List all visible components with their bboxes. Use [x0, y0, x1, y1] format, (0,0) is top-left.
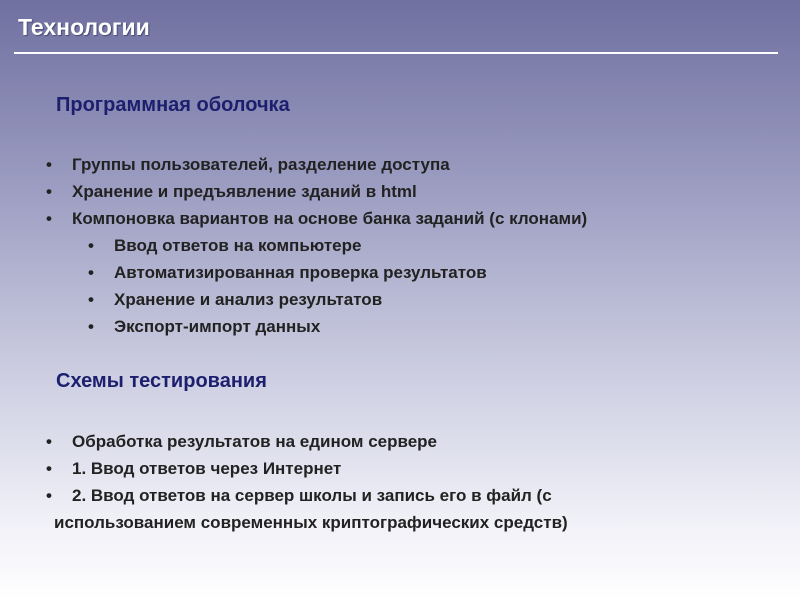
list-item: • Хранение и предъявление зданий в html [72, 178, 587, 205]
title-divider [14, 52, 778, 54]
bullet-icon: • [46, 155, 52, 174]
bullet-icon: • [46, 459, 52, 478]
list-item: • Автоматизированная проверка результатов [114, 259, 487, 286]
bullet-icon: • [88, 236, 94, 255]
list-item: • 2. Ввод ответов на сервер школы и запись его в файл (с [72, 482, 552, 509]
shell-sub-feature-list [88, 232, 487, 340]
bullet-icon: • [88, 290, 94, 309]
bullet-icon: • [88, 317, 94, 336]
list-item: • 1. Ввод ответов через Интернет [72, 455, 552, 482]
bullet-icon: • [46, 486, 52, 505]
list-item: • Хранение и анализ результатов [114, 286, 487, 313]
section-heading-testing: Схемы тестирования [56, 370, 267, 392]
list-item: • Обработка результатов на едином сервере [72, 428, 552, 455]
bullet-icon: • [88, 263, 94, 282]
list-item: • Ввод ответов на компьютере [114, 232, 487, 259]
list-item: • Компоновка вариантов на основе банка заданий (с клонами) [72, 205, 587, 232]
bullet-icon: • [46, 209, 52, 228]
slide-title: Технологии [18, 14, 150, 40]
list-item-continuation: использованием современных криптографических средств) [54, 513, 568, 532]
section-heading-shell: Программная оболочка [56, 94, 290, 116]
bullet-icon: • [46, 432, 52, 451]
list-item: • Группы пользователей, разделение доступа [72, 151, 587, 178]
bullet-icon: • [46, 182, 52, 201]
shell-feature-list [46, 151, 588, 232]
list-item: • Экспорт-импорт данных [114, 313, 487, 340]
testing-scheme-list [46, 428, 552, 509]
